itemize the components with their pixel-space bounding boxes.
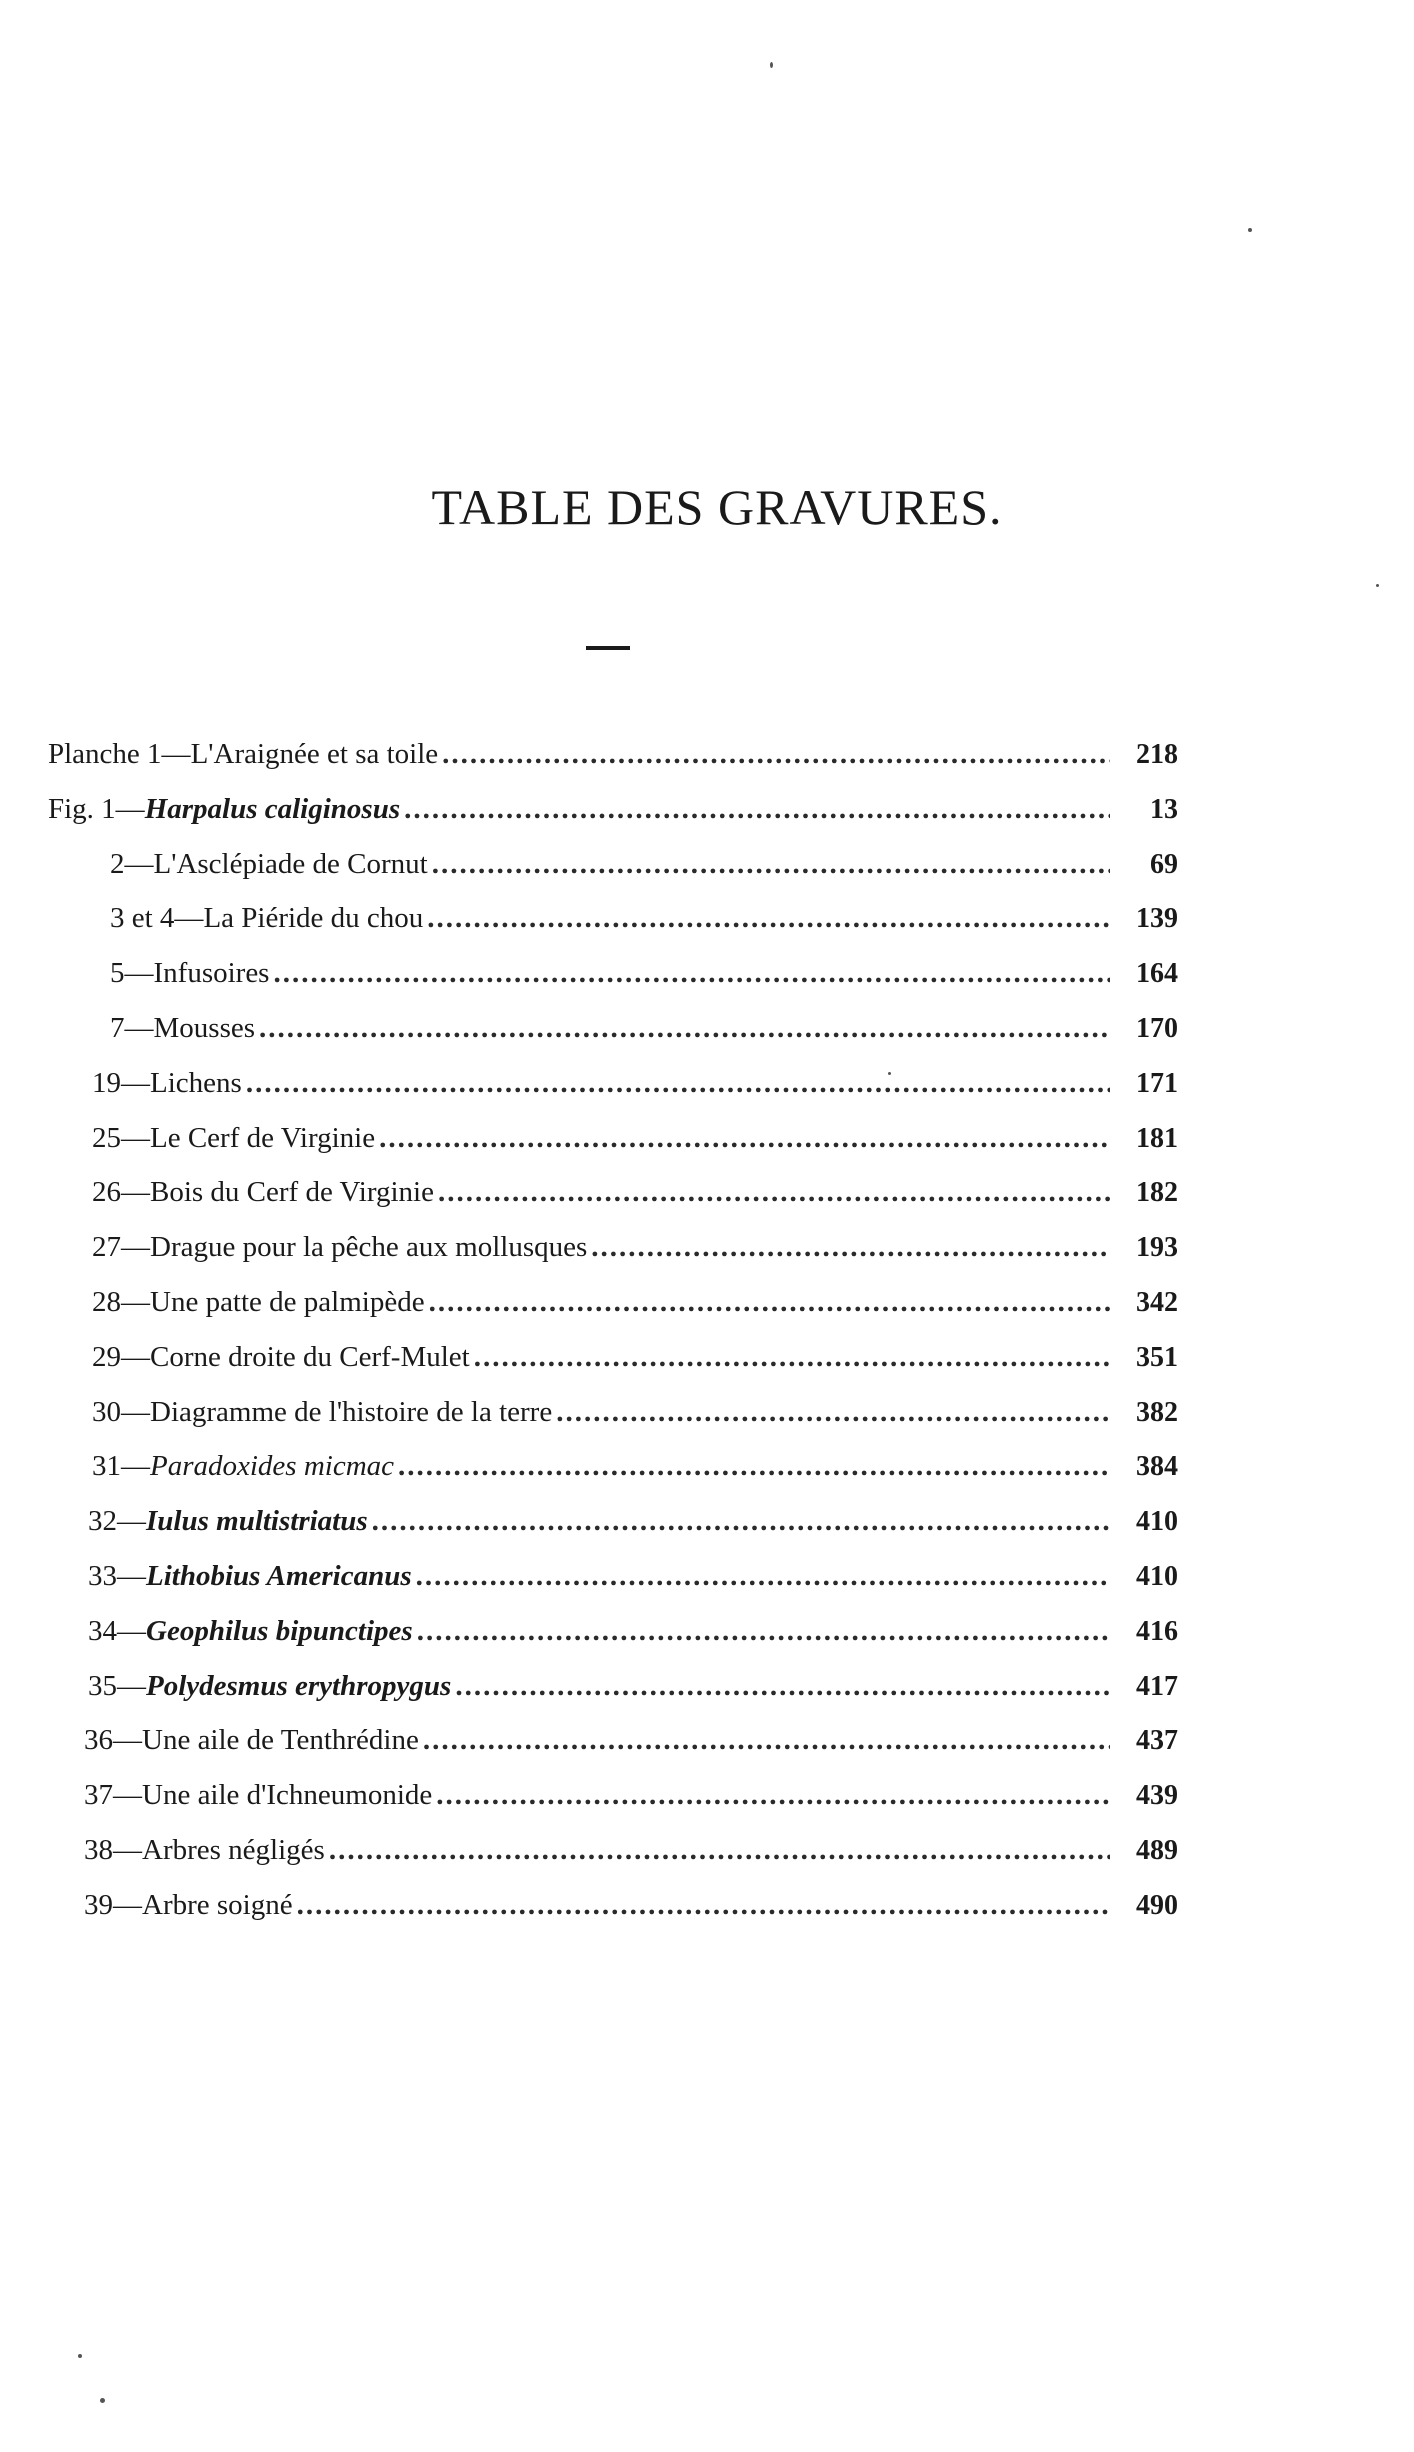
dot-leader bbox=[429, 1286, 1110, 1319]
figure-title: L'Araignée et sa toile bbox=[190, 738, 439, 770]
speck bbox=[1376, 584, 1379, 587]
page-number: 417 bbox=[1136, 1670, 1178, 1702]
figure-number: Planche 1— bbox=[48, 738, 191, 770]
toc-entry bbox=[48, 1724, 1178, 1779]
entry-label bbox=[48, 1341, 470, 1374]
entry-label bbox=[48, 1286, 425, 1319]
figure-number: 25— bbox=[92, 1121, 150, 1154]
figure-number: 39— bbox=[84, 1888, 142, 1921]
entry-label bbox=[48, 1450, 394, 1483]
table-of-engravings bbox=[48, 738, 1178, 1944]
toc-entry bbox=[48, 1889, 1178, 1944]
toc-entry bbox=[48, 848, 1178, 903]
page-number: 437 bbox=[1136, 1725, 1178, 1757]
toc-entry bbox=[48, 738, 1178, 793]
speck bbox=[770, 62, 773, 68]
page-number: 139 bbox=[1136, 903, 1178, 935]
toc-entry bbox=[48, 1670, 1178, 1725]
toc-entry bbox=[48, 1286, 1178, 1341]
dot-leader bbox=[329, 1834, 1110, 1867]
figure-number: 5— bbox=[110, 957, 154, 990]
figure-number: 36— bbox=[84, 1724, 142, 1757]
figure-number: 2— bbox=[110, 847, 154, 880]
speck bbox=[1248, 228, 1252, 232]
page-number: 171 bbox=[1136, 1067, 1178, 1099]
toc-entry bbox=[48, 1341, 1178, 1396]
dot-leader bbox=[398, 1450, 1110, 1483]
figure-number: Fig. 1— bbox=[48, 792, 145, 825]
entry-label bbox=[48, 1889, 293, 1922]
entry-label bbox=[48, 738, 438, 771]
figure-title: Une aile d'Ichneumonide bbox=[142, 1779, 433, 1812]
figure-title: Lichens bbox=[150, 1066, 242, 1099]
figure-number: 3 et 4— bbox=[110, 902, 204, 935]
toc-entry bbox=[48, 1779, 1178, 1834]
toc-entry bbox=[48, 902, 1178, 957]
page-number: 410 bbox=[1136, 1560, 1178, 1592]
figure-title: La Piéride du chou bbox=[203, 902, 424, 935]
entry-label bbox=[48, 1615, 413, 1648]
toc-entry bbox=[48, 1231, 1178, 1286]
entry-label bbox=[48, 1067, 242, 1100]
speck bbox=[888, 1072, 891, 1075]
page-number: 164 bbox=[1136, 958, 1178, 990]
figure-number: 30— bbox=[92, 1395, 150, 1428]
toc-entry bbox=[48, 1834, 1178, 1889]
page-title: TABLE DES GRAVURES. bbox=[431, 479, 1003, 535]
dot-leader bbox=[379, 1122, 1110, 1155]
dot-leader bbox=[297, 1889, 1110, 1922]
entry-label bbox=[48, 848, 428, 881]
figure-title: Harpalus caliginosus bbox=[144, 792, 401, 825]
page-number: 439 bbox=[1136, 1780, 1178, 1812]
figure-number: 38— bbox=[84, 1833, 142, 1866]
entry-label bbox=[48, 1724, 419, 1757]
dot-leader bbox=[417, 1615, 1110, 1648]
figure-title: Corne droite du Cerf-Mulet bbox=[150, 1340, 470, 1373]
figure-number: 31— bbox=[92, 1450, 150, 1483]
figure-number: 7— bbox=[110, 1011, 154, 1044]
toc-entry bbox=[48, 957, 1178, 1012]
figure-title: Iulus multistriatus bbox=[146, 1505, 368, 1538]
figure-title: Geophilus bipunctipes bbox=[146, 1614, 413, 1647]
page-number: 182 bbox=[1136, 1177, 1178, 1209]
entry-label bbox=[48, 957, 269, 990]
dot-leader bbox=[259, 1012, 1110, 1045]
entry-label bbox=[48, 1779, 432, 1812]
figure-number: 34— bbox=[88, 1614, 146, 1647]
toc-entry bbox=[48, 1615, 1178, 1670]
figure-title: Arbres négligés bbox=[142, 1833, 325, 1866]
entry-label bbox=[48, 1176, 434, 1209]
page-number: 69 bbox=[1150, 848, 1178, 880]
page-number: 13 bbox=[1150, 793, 1178, 825]
figure-title: Polydesmus erythropygus bbox=[146, 1669, 452, 1702]
figure-number: 32— bbox=[88, 1505, 146, 1538]
dot-leader bbox=[432, 848, 1110, 881]
entry-label bbox=[48, 902, 423, 935]
title-rule bbox=[586, 646, 630, 650]
entry-label bbox=[48, 1505, 368, 1538]
toc-entry bbox=[48, 1122, 1178, 1177]
entry-label bbox=[48, 793, 400, 826]
dot-leader bbox=[423, 1724, 1110, 1757]
figure-title: Une patte de palmipède bbox=[150, 1285, 425, 1318]
entry-label bbox=[48, 1396, 552, 1429]
dot-leader bbox=[455, 1670, 1110, 1703]
entry-label bbox=[48, 1231, 587, 1264]
toc-entry bbox=[48, 1560, 1178, 1615]
figure-title: Paradoxides micmac bbox=[150, 1450, 395, 1483]
entry-label bbox=[48, 1012, 255, 1045]
toc-entry bbox=[48, 1450, 1178, 1505]
figure-number: 28— bbox=[92, 1285, 150, 1318]
page-number: 170 bbox=[1136, 1012, 1178, 1044]
figure-title: Le Cerf de Virginie bbox=[150, 1121, 376, 1154]
page-number: 382 bbox=[1136, 1396, 1178, 1428]
dot-leader bbox=[404, 793, 1110, 826]
speck bbox=[78, 2354, 82, 2358]
page-number: 342 bbox=[1136, 1286, 1178, 1318]
page-number: 351 bbox=[1136, 1341, 1178, 1373]
toc-entry bbox=[48, 1396, 1178, 1451]
figure-title: Mousses bbox=[153, 1011, 256, 1044]
dot-leader bbox=[474, 1341, 1110, 1374]
dot-leader bbox=[556, 1396, 1110, 1429]
toc-entry bbox=[48, 1505, 1178, 1560]
figure-title: Diagramme de l'histoire de la terre bbox=[150, 1395, 553, 1428]
entry-label bbox=[48, 1834, 325, 1867]
page-number: 490 bbox=[1136, 1889, 1178, 1921]
entry-label bbox=[48, 1560, 412, 1593]
dot-leader bbox=[591, 1231, 1110, 1264]
figure-number: 33— bbox=[88, 1559, 146, 1592]
dot-leader bbox=[442, 738, 1110, 771]
figure-number: 26— bbox=[92, 1176, 150, 1209]
dot-leader bbox=[246, 1067, 1110, 1100]
figure-title: Drague pour la pêche aux mollusques bbox=[150, 1231, 588, 1264]
toc-entry bbox=[48, 1176, 1178, 1231]
entry-label bbox=[48, 1670, 451, 1703]
dot-leader bbox=[427, 902, 1110, 935]
figure-number: 29— bbox=[92, 1340, 150, 1373]
figure-title: Infusoires bbox=[153, 957, 270, 990]
toc-entry bbox=[48, 1067, 1178, 1122]
page-number: 193 bbox=[1136, 1232, 1178, 1264]
page-number: 384 bbox=[1136, 1451, 1178, 1483]
page-number: 489 bbox=[1136, 1834, 1178, 1866]
dot-leader bbox=[436, 1779, 1110, 1812]
toc-entry bbox=[48, 793, 1178, 848]
figure-number: 37— bbox=[84, 1779, 142, 1812]
speck bbox=[100, 2398, 105, 2403]
dot-leader bbox=[438, 1176, 1110, 1209]
dot-leader bbox=[416, 1560, 1110, 1593]
figure-title: Lithobius Americanus bbox=[146, 1559, 412, 1592]
dot-leader bbox=[273, 957, 1110, 990]
dot-leader bbox=[372, 1505, 1110, 1538]
page-number: 410 bbox=[1136, 1506, 1178, 1538]
figure-number: 27— bbox=[92, 1231, 150, 1264]
figure-number: 35— bbox=[88, 1669, 146, 1702]
page-number: 218 bbox=[1136, 739, 1178, 770]
figure-title: Arbre soigné bbox=[142, 1888, 293, 1921]
figure-number: 19— bbox=[92, 1066, 150, 1099]
page-number: 416 bbox=[1136, 1615, 1178, 1647]
page-number: 181 bbox=[1136, 1122, 1178, 1154]
entry-label bbox=[48, 1122, 375, 1155]
figure-title: Une aile de Tenthrédine bbox=[142, 1724, 419, 1757]
figure-title: Bois du Cerf de Virginie bbox=[150, 1176, 434, 1209]
toc-entry bbox=[48, 1012, 1178, 1067]
figure-title: L'Asclépiade de Cornut bbox=[153, 847, 428, 880]
